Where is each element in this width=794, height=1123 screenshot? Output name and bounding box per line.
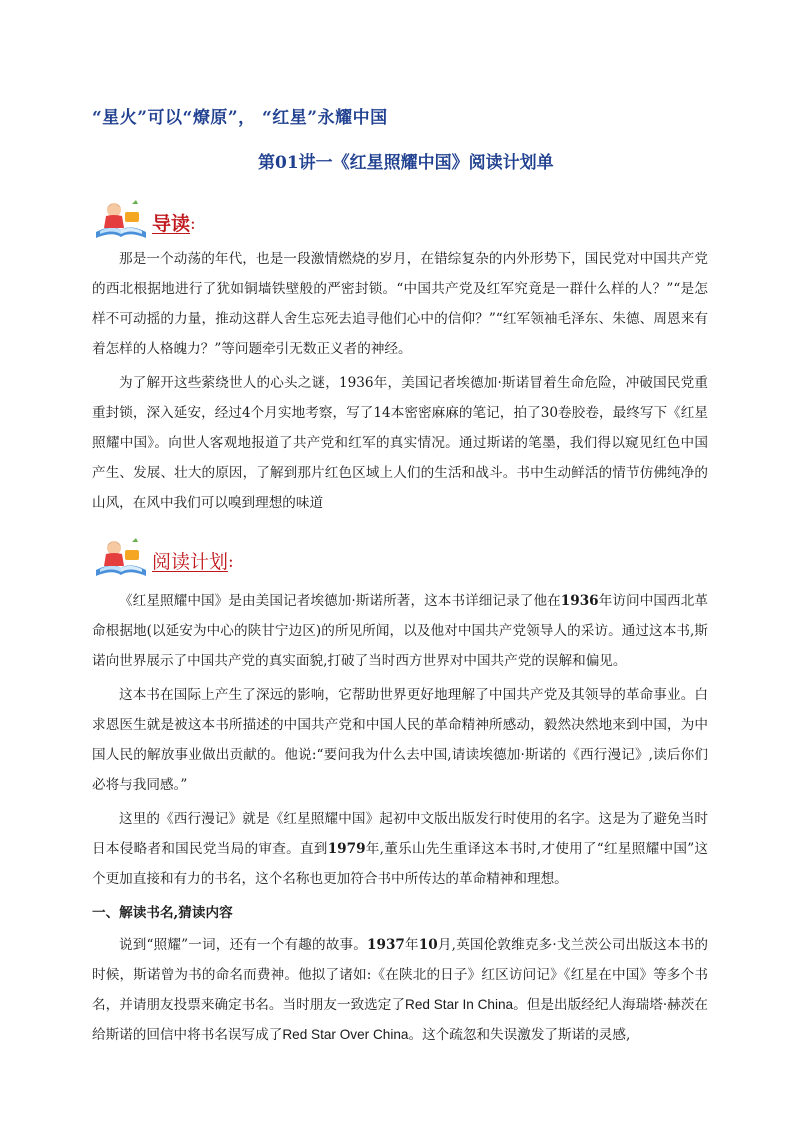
part1-p1-english-title-2: Red Star Over China	[282, 1027, 409, 1042]
plan-paragraph-1	[92, 586, 708, 676]
section-label-intro: 导读	[152, 213, 191, 235]
intro-paragraph-2: 为了解开这些萦绕世人的心头之谜，1936年，美国记者埃德加·斯诺冒着生命危险，冲破国民党重重封锁，深入延安，经过4个月实地考察，写了14本密密麻麻的笔记，拍了30卷胶卷，最终写下《红星照耀中国》。向世人客观地报道了共产党和红军的真实情况。通过斯诺的笔墨，我们得以窥见红色中国产生、发展、壮大的原因，了解到那片红色区域上人们的生活和战斗。书中生动鲜活的情节仿佛纯净的山风，在风中我们可以嗅到理想的味道	[92, 375, 708, 511]
reading-child-icon	[92, 198, 150, 240]
part1-p1-year: 1937	[367, 937, 405, 953]
plan-p3-text-b: 年,董乐山先生重译这本书时,才使用了“红星照耀中国”这个更加直接和有力的书名，这个名称也更加符合书中所传达的革命精神和理想。	[92, 841, 709, 887]
part1-p1-year-suffix: 年	[404, 937, 419, 953]
part1-p1-text-b: 月,英国伦敦维克多·戈兰茨公司出版这本书的时候，斯诺曾为书的命名而费神。他拟了诸如:《在陕北的日子》红区访问记》《红星在中国》等多个书名，并请朋友投票来确定书名。当时朋友一致选定了	[92, 937, 708, 1013]
section-label-plan: 阅读计划	[152, 551, 229, 573]
section-head-intro	[92, 196, 196, 240]
document-subtitle: “星火”可以“燎原”， “红星”永耀中国	[92, 108, 388, 128]
plan-p1-text-a: 《红星照耀中国》是由美国记者埃德加·斯诺所著，这本书详细记录了他在	[119, 593, 561, 609]
part1-p1-english-title-1: Red Star In China	[405, 997, 514, 1012]
part1-paragraph-1	[92, 930, 708, 1050]
reading-child-icon	[92, 536, 150, 578]
plan-p1-text-b: 年访问中国西北革命根据地(以延安为中心的陕甘宁边区)的所见所闻，以及他对中国共产党领导人的采访。通过这本书,斯诺向世界展示了中国共产党的真实面貌,打破了当时西方世界对中国共产党的误解和偏见。	[92, 593, 708, 669]
part1-p1-text-c: 。但是出版经纪人海瑞塔·赫茨在给斯诺的回信中将书名误写成了	[92, 997, 708, 1043]
section-colon-intro: :	[190, 214, 196, 234]
plan-p3-year: 1979	[327, 841, 366, 857]
section-head-plan	[92, 534, 234, 578]
section-colon-plan: :	[228, 552, 234, 572]
part1-p1-text-d: 。这个疏忽和失误激发了斯诺的灵感,	[408, 1027, 631, 1043]
plan-p3-text-a: 这里的《西行漫记》就是《红星照耀中国》起初中文版出版发行时使用的名字。这是为了避免当时日本侵略者和国民党当局的审查。直到	[92, 811, 708, 857]
part1-heading: 一、解读书名,猜读内容	[92, 905, 233, 921]
intro-paragraph-1: 那是一个动荡的年代，也是一段激情燃烧的岁月，在错综复杂的内外形势下，国民党对中国共产党的西北根据地进行了犹如铜墙铁壁般的严密封锁。“中国共产党及红军究竟是一群什么样的人？”“是怎样不可动摇的力量，推动这群人舍生忘死去追寻他们心中的信仰？”“红军领袖毛泽东、朱德、周恩来有着怎样的人格魄力？”等问题牵引无数正义者的神经。	[92, 251, 708, 357]
plan-paragraph-2: 这本书在国际上产生了深远的影响，它帮助世界更好地理解了中国共产党及其领导的革命事业。白求恩医生就是被这本书所描述的中国共产党和中国人民的革命精神所感动，毅然决然地来到中国，为中国人民的解放事业做出贡献的。他说:“要问我为什么去中国,请读埃德加·斯诺的《西行漫记》,读后你们必将与我同感。”	[92, 687, 708, 793]
part1-p1-month: 10	[418, 937, 438, 953]
document-title: 第01讲一《红星照耀中国》阅读计划单	[258, 153, 554, 173]
plan-paragraph-3	[92, 804, 708, 894]
part1-p1-text-a: 说到“照耀”一词，还有一个有趣的故事。	[119, 937, 368, 953]
plan-p1-year: 1936	[560, 593, 599, 609]
